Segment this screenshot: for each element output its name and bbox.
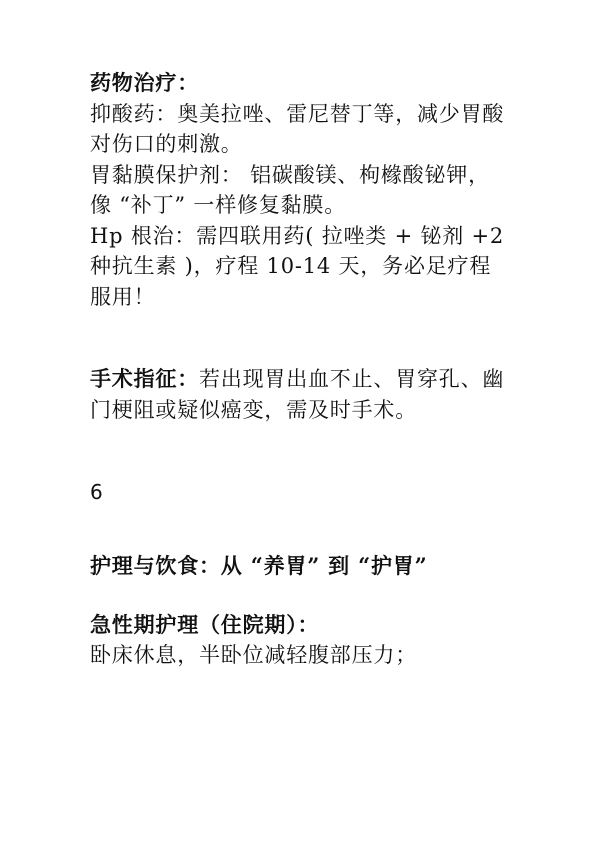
- drug-therapy-heading: 药物治疗：: [90, 70, 199, 95]
- care-section: [90, 551, 510, 671]
- surgery-text: 若出现胃出血不止、胃穿孔、幽门梗阻或疑似癌变，需及时手术。: [90, 367, 505, 422]
- acute-care-heading: 急性期护理（住院期）：: [90, 611, 320, 637]
- acute-care-text: 卧床休息，半卧位减轻腹部压力；: [90, 643, 417, 667]
- antacid-paragraph: 抑酸药：奥美拉唑、雷尼替丁等，减少胃酸对伤口的刺激。: [90, 101, 505, 156]
- document-page: [90, 68, 510, 671]
- spacer: [90, 425, 510, 477]
- care-heading: 护理与饮食：从 “养胃” 到 “护胃”: [90, 553, 428, 578]
- surgery-section: [90, 364, 510, 425]
- spacer: [90, 582, 510, 610]
- page-number: 6: [90, 480, 103, 504]
- drug-therapy-section: [90, 68, 510, 312]
- spacer: [90, 312, 510, 364]
- surgery-heading: 手术指征：: [90, 366, 199, 391]
- spacer: [90, 507, 510, 551]
- hp-treatment-paragraph: Hp 根治：需四联用药( 拉唑类 + 铋剂 +2 种抗生素 )，疗程 10-14 天，务必足疗程服用！: [90, 223, 505, 309]
- protectant-paragraph: 胃黏膜保护剂： 铝碳酸镁、枸橼酸铋钾，像 “补丁” 一样修复黏膜。: [90, 162, 490, 217]
